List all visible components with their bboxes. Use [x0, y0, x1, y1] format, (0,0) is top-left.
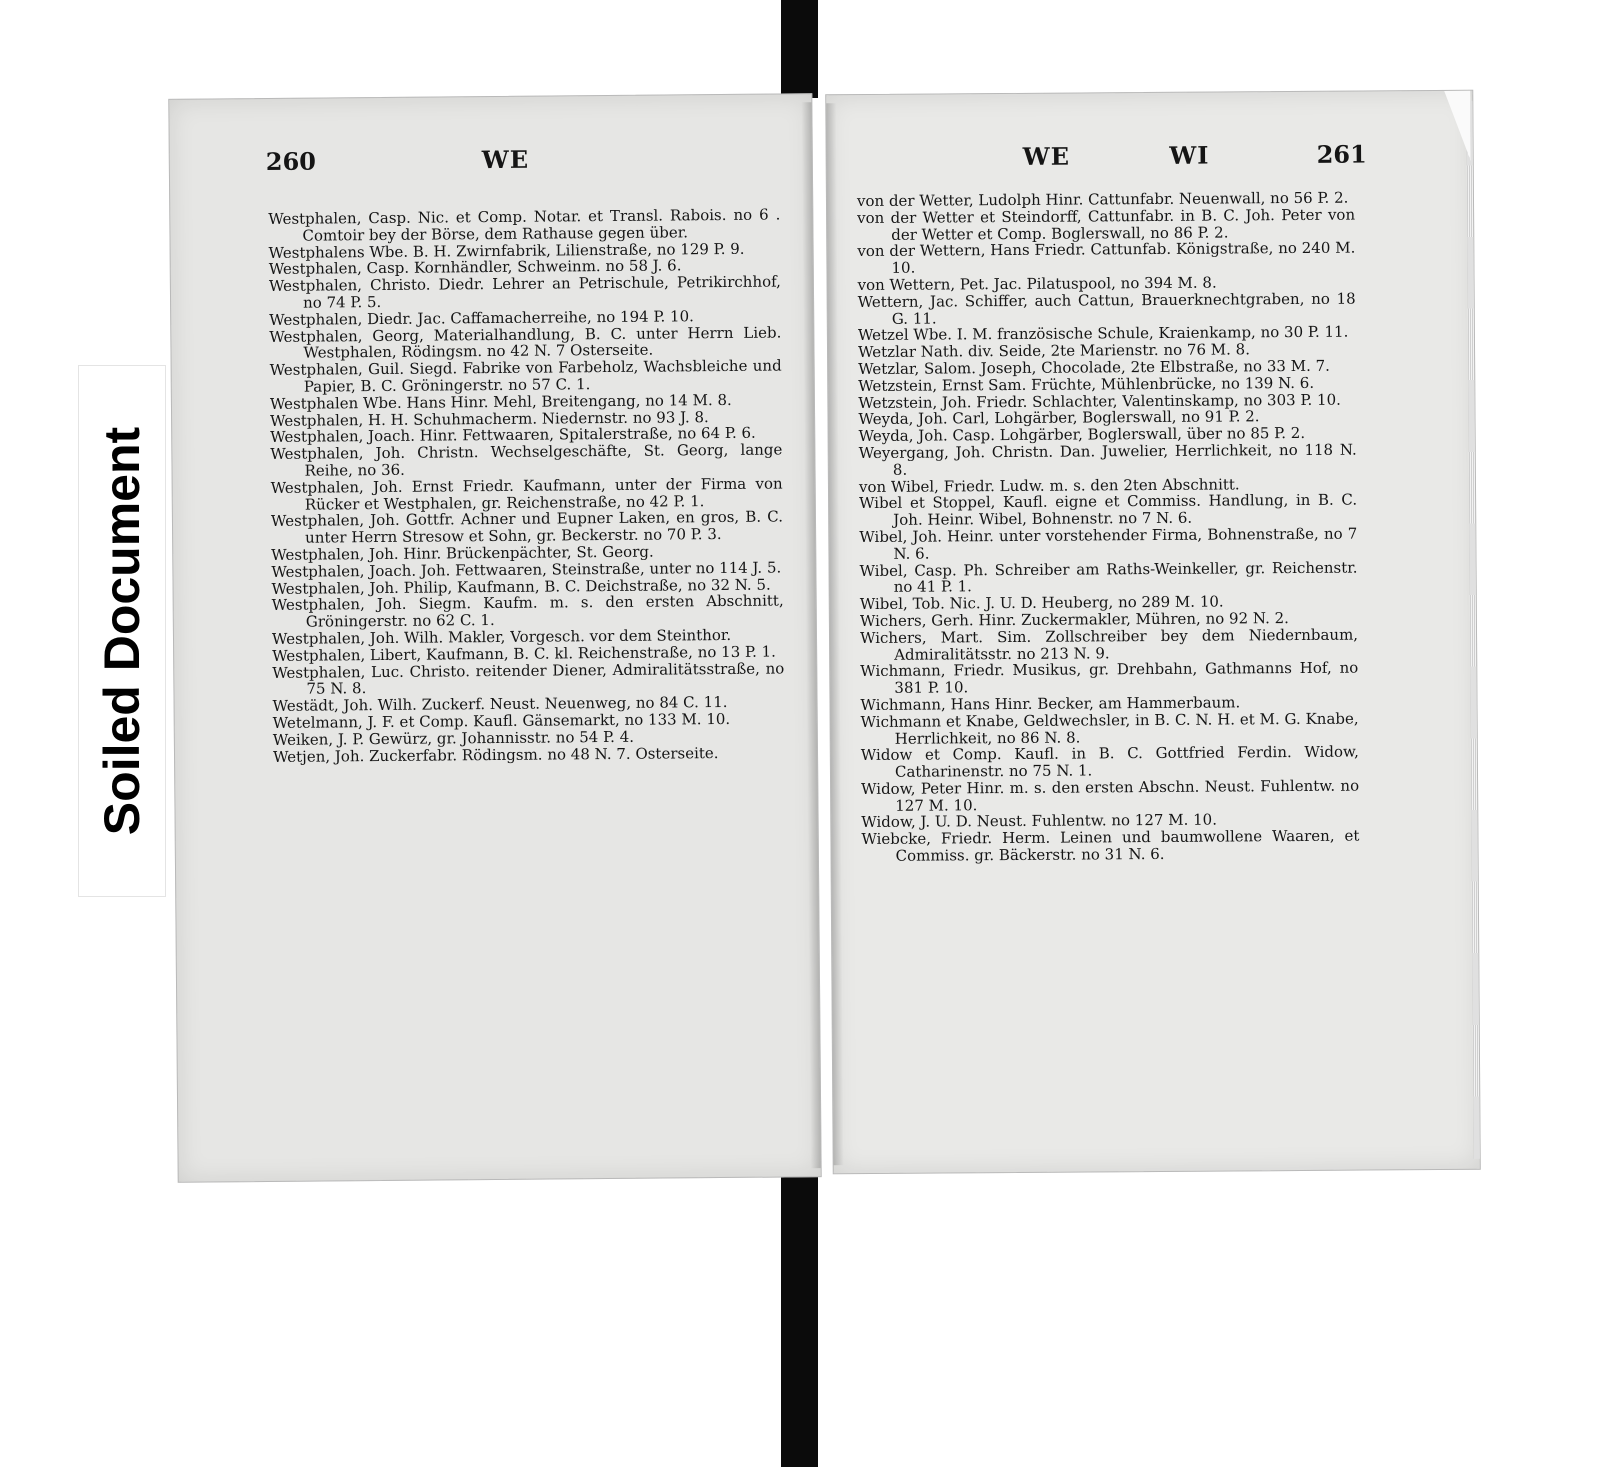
directory-entry: Widow, J. U. D. Neust. Fuhlentw. no 127 M. 10.	[861, 811, 1218, 832]
soiled-document-text: Soiled Document	[94, 426, 150, 836]
left-page	[168, 93, 821, 1183]
directory-entry: Wichmann et Knabe, Geldwechsler, in B. C. N. H. et M. G. Knabe, Herrlichkeit, no 86 N. 8.	[860, 709, 1359, 748]
directory-entry: Wetzstein, Ernst Sam. Früchte, Mühlenbrücke, no 139 N. 6.	[858, 373, 1315, 395]
directory-entry: Wetjen, Joh. Zuckerfabr. Rödingsm. no 48 N. 7. Osterseite.	[272, 743, 719, 766]
directory-entry: Wichers, Gerh. Hinr. Zuckermakler, Mühren, no 92 N. 2.	[859, 608, 1289, 630]
directory-entry: von Wettern, Pet. Jac. Pilatuspool, no 394 M. 8.	[857, 273, 1217, 295]
right-page-header	[827, 139, 1473, 184]
left-page-header-letters: WE	[481, 144, 530, 175]
directory-entry: Wichmann, Friedr. Musikus, gr. Drehbahn, Gathmanns Hof, no 381 P. 10.	[860, 658, 1359, 697]
directory-entry: Widow, Peter Hinr. m. s. den ersten Abschn. Neust. Fuhlentw. no 127 M. 10.	[861, 776, 1360, 815]
directory-entry: Wetzel Wbe. I. M. französische Schule, Kraienkamp, no 30 P. 11.	[857, 323, 1349, 345]
directory-entry: Wetelmann, J. F. et Comp. Kaufl. Gänsemarkt, no 133 M. 10.	[272, 709, 731, 732]
directory-entry: Westphalen, Diedr. Jac. Caffamacherreihe, no 194 P. 10.	[269, 307, 694, 329]
directory-entry: Wettern, Jac. Schiffer, auch Cattun, Brauerknechtgraben, no 18 G. 11.	[857, 289, 1356, 328]
directory-entry: Westphalen, Joh. Siegm. Kaufm. m. s. den ersten Abschnitt, Gröningerstr. no 62 C. 1.	[271, 591, 784, 631]
right-page-header-letters: WE WI	[1022, 140, 1210, 171]
directory-entry: Weyergang, Joh. Christn. Dan. Juwelier, Herrlichkeit, no 118 N. 8.	[858, 440, 1357, 479]
directory-entry: Westphalen, Joh. Hinr. Brückenpächter, St. Georg.	[271, 542, 654, 564]
directory-entry: Westphalen, Guil. Siegd. Fabrike von Farbeholz, Wachsbleiche und Papier, B. C. Gröningerstr. no 57 C. 1.	[269, 356, 782, 396]
directory-entry: Westphalens Wbe. B. H. Zwirnfabrik, Lilienstraße, no 129 P. 9.	[268, 239, 745, 262]
directory-entry: Wibel, Tob. Nic. J. U. D. Heuberg, no 289 M. 10.	[859, 592, 1224, 614]
directory-entry: Westphalen, H. H. Schuhmacherm. Niedernstr. no 93 J. 8.	[270, 407, 709, 430]
directory-entry: Westphalen, Joh. Ernst Friedr. Kaufmann, unter der Firma von Rücker et Westphalen, gr. Reichenstraße, no 42 P. 1.	[270, 474, 783, 514]
directory-entry: Westphalen, Joh. Philip, Kaufmann, B. C. Deichstraße, no 32 N. 5.	[271, 575, 771, 598]
directory-entry: Westphalen, Joh. Gottfr. Achner und Eupner Laken, en gros, B. C. unter Herrn Stresow et Sohn, gr. Beckerstr. no 70 P. 3.	[270, 507, 784, 547]
directory-entry: Wichmann, Hans Hinr. Becker, am Hammerbaum.	[860, 693, 1241, 714]
directory-entry: Wetzlar, Salom. Joseph, Chocolade, 2te Elbstraße, no 33 M. 7.	[858, 356, 1330, 379]
directory-entry: Westphalen, Christo. Diedr. Lehrer an Petrischule, Petrikirchhof, no 74 P. 5.	[268, 272, 781, 312]
directory-entry: Weyda, Joh. Casp. Lohgärber, Boglerswall, über no 85 P. 2.	[858, 424, 1306, 446]
left-page-header	[170, 142, 812, 188]
directory-entry: Wetzstein, Joh. Friedr. Schlachter, Valentinskamp, no 303 P. 10.	[858, 390, 1341, 412]
right-page-edge	[1466, 101, 1479, 1159]
left-page-entries	[268, 206, 785, 765]
directory-entry: Westphalen, Georg, Materialhandlung, B. C. unter Herrn Lieb. Westphalen, Rödingsm. no 42 N. 7 Osterseite.	[269, 323, 782, 363]
directory-entry: von der Wettern, Hans Friedr. Cattunfab. Königstraße, no 240 M. 10.	[857, 238, 1356, 278]
directory-entry: Wibel, Joh. Heinr. unter vorstehender Firma, Bohnenstraße, no 7 N. 6.	[859, 524, 1358, 563]
left-page-number: 260	[265, 146, 317, 176]
directory-entry: Weyda, Joh. Carl, Lohgärber, Boglerswall, no 91 P. 2.	[858, 407, 1260, 429]
directory-entry: Westphalen, Joach. Hinr. Fettwaaren, Spitalerstraße, no 64 P. 6.	[270, 424, 756, 447]
directory-entry: Westädt, Joh. Wilh. Zuckerf. Neust. Neuenweg, no 84 C. 11.	[272, 693, 728, 716]
right-page-number: 261	[1316, 139, 1367, 169]
directory-entry: Wiebcke, Friedr. Herm. Leinen und baumwollene Waaren, et Commiss. gr. Bäckerstr. no 31 N. 6.	[861, 826, 1360, 865]
directory-entry: Wichers, Mart. Sim. Zollschreiber bey dem Niedernbaum, Admiralitätsstr. no 213 N. 9.	[859, 625, 1359, 664]
directory-entry: Wibel, Casp. Ph. Schreiber am Raths-Weinkeller, gr. Reichenstr. no 41 P. 1.	[859, 558, 1358, 597]
directory-entry: Westphalen, Joach. Joh. Fettwaaren, Steinstraße, unter no 114 J. 5.	[271, 558, 782, 581]
right-page-gutter-shadow	[826, 103, 843, 1165]
directory-entry: von Wibel, Friedr. Ludw. m. s. den 2ten Abschnitt.	[858, 474, 1240, 496]
right-page-entries	[857, 190, 1360, 865]
right-page	[825, 90, 1481, 1174]
directory-entry: von der Wetter, Ludolph Hinr. Cattunfabr. Neuenwall, no 56 P. 2.	[856, 188, 1349, 211]
spine-strip-top	[781, 0, 818, 98]
directory-entry: Wetzlar Nath. div. Seide, 2te Marienstr. no 76 M. 8.	[857, 340, 1250, 362]
directory-entry: Westphalen Wbe. Hans Hinr. Mehl, Breitengang, no 14 M. 8.	[269, 390, 732, 413]
left-page-gutter-shadow	[801, 102, 820, 1168]
directory-entry: Westphalen, Libert, Kaufmann, B. C. kl. Reichenstraße, no 13 P. 1.	[272, 642, 776, 665]
soiled-document-label	[78, 365, 166, 897]
directory-entry: Wibel et Stoppel, Kaufl. eigne et Commiss. Handlung, in B. C. Joh. Heinr. Wibel, Bohnenstr. no 7 N. 6.	[859, 490, 1358, 529]
directory-entry: von der Wetter et Steindorff, Cattunfabr. in B. C. Joh. Peter von der Wetter et Comp. Boglerswall, no 86 P. 2.	[857, 205, 1356, 244]
spine-strip-bottom	[781, 1160, 818, 1467]
directory-entry: Widow et Comp. Kaufl. in B. C. Gottfried Ferdin. Widow, Catharinenstr. no 75 N. 1.	[860, 742, 1359, 781]
directory-entry: Westphalen, Luc. Christo. reitender Diener, Admiralitätsstraße, no 75 N. 8.	[272, 658, 785, 698]
directory-entry: Westphalen, Joh. Christn. Wechselgeschäfte, St. Georg, lange Reihe, no 36.	[270, 440, 783, 480]
directory-entry: Westphalen, Casp. Kornhändler, Schweinm. no 58 J. 6.	[268, 256, 682, 279]
directory-entry: Westphalen, Joh. Wilh. Makler, Vorgesch. vor dem Steinthor.	[271, 625, 732, 648]
directory-entry: Weiken, J. P. Gewürz, gr. Johannisstr. no 54 P. 4.	[272, 727, 635, 749]
directory-entry: Westphalen, Casp. Nic. et Comp. Notar. et Transl. Rabois. no 6 . Comtoir bey der Börse, dem Rathause gegen über.	[268, 205, 781, 245]
